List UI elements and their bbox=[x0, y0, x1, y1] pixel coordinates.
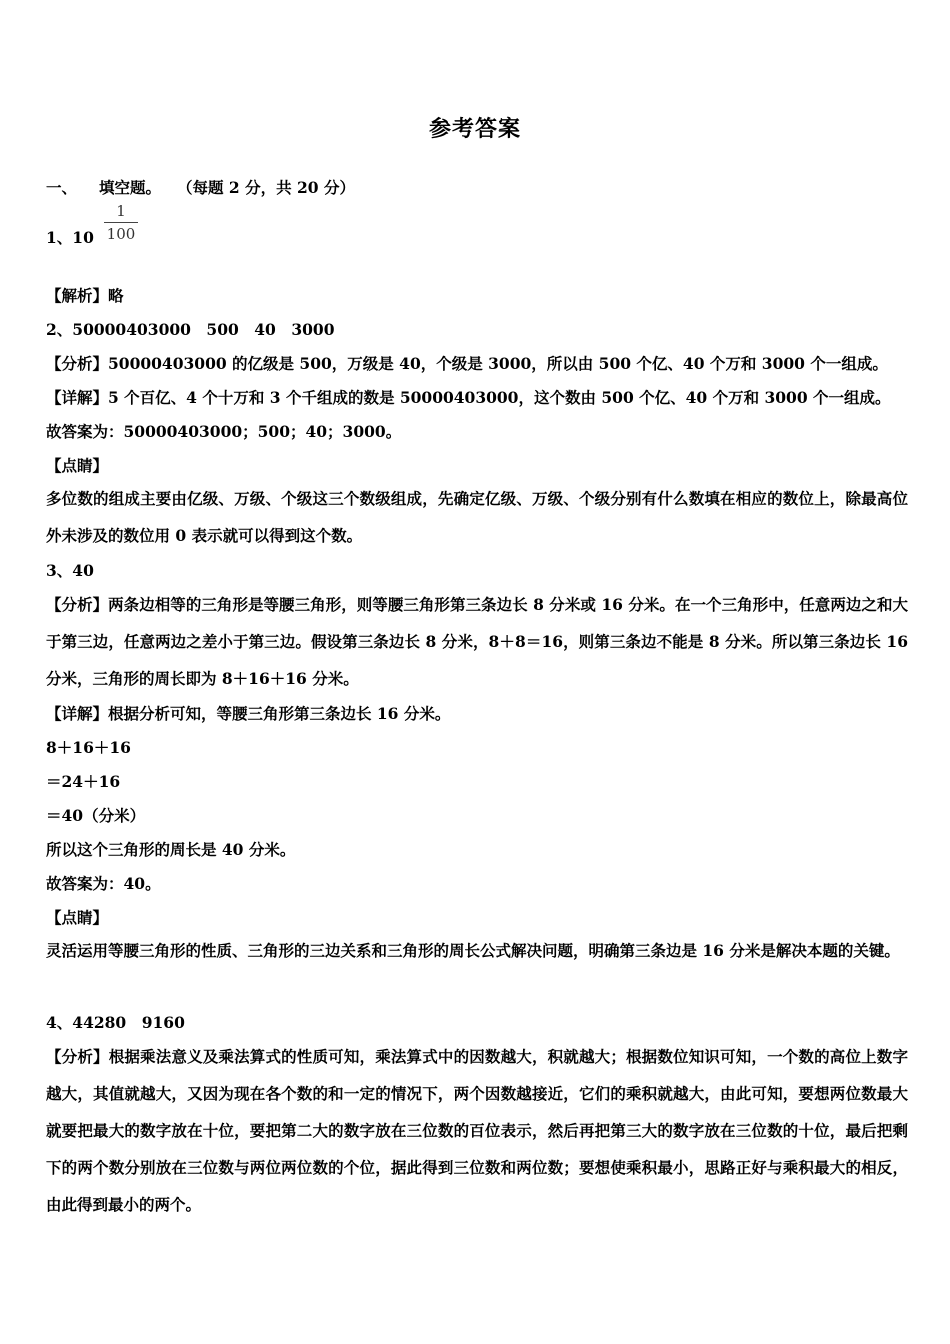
q1-analysis: 【解析】略 bbox=[46, 286, 124, 305]
q2-detail: 【详解】5 个百亿、4 个十万和 3 个千组成的数是 50000403000，这个数由 500 个亿、40 个万和 3000 个一组成。 bbox=[46, 388, 891, 407]
section-note: （每题 2 分，共 20 分） bbox=[177, 178, 355, 197]
q2-analysis: 【分析】50000403000 的亿级是 500，万级是 40，个级是 3000，所以由 500 个亿、40 个万和 3000 个一组成。 bbox=[46, 354, 888, 373]
q3-step-1: 8＋16＋16 bbox=[46, 738, 131, 757]
q4-answer: 4、44280 9160 bbox=[46, 1013, 185, 1032]
q3-detail: 【详解】根据分析可知，等腰三角形第三条边长 16 分米。 bbox=[46, 704, 451, 723]
q3-comment-label: 【点睛】 bbox=[46, 908, 109, 927]
section-label: 一、 bbox=[46, 178, 78, 197]
q4-analysis: 【分析】根据乘法意义及乘法算式的性质可知，乘法算式中的因数越大，积就越大；根据数位知识可知，一个数的高位上数字越大，其值就越大，又因为现在各个数的和一定的情况下，两个因数越接近，它们的乘积就越大，由此可知，要想两位数最大就要把最大的数字放在十位，要把第二大的数字放在三位数的百位表示，然后再把第三大的数字放在三位数的十位，最后把剩下的两个数分别放在三位数与两位两位数的个位，据此得到三位数和两位数；要想使乘积最小，思路正好与乘积最大的相反，由此得到最小的两个。 bbox=[46, 1047, 908, 1214]
q2-conclusion: 故答案为：50000403000；500；40；3000。 bbox=[46, 422, 402, 441]
q3-conclusion: 故答案为：40。 bbox=[46, 874, 161, 893]
q3-comment: 灵活运用等腰三角形的性质、三角形的三边关系和三角形的周长公式解决问题，明确第三条边是 16 分米是解决本题的关键。 bbox=[46, 941, 900, 960]
q3-result: 所以这个三角形的周长是 40 分米。 bbox=[46, 840, 296, 859]
q2-comment-label: 【点睛】 bbox=[46, 456, 109, 475]
section-name: 填空题。 bbox=[99, 178, 162, 197]
q1-answer: 1、10 bbox=[46, 228, 94, 247]
q3-step-2: ＝24＋16 bbox=[46, 772, 121, 791]
q3-analysis: 【分析】两条边相等的三角形是等腰三角形，则等腰三角形第三条边长 8 分米或 16 分米。在一个三角形中，任意两边之和大于第三边，任意两边之差小于第三边。假设第三条边长 8 分米，8＋8＝16，则第三条边不能是 8 分米。所以第三条边长 16 分米，三角形的周长即为 8＋16＋16 分米。 bbox=[46, 595, 908, 688]
fraction-denominator: 100 bbox=[106, 225, 136, 243]
q2-answer: 2、50000403000 500 40 3000 bbox=[46, 320, 335, 339]
fraction-numerator: 1 bbox=[116, 202, 126, 220]
page-title: 参考答案 bbox=[428, 116, 521, 142]
q3-answer: 3、40 bbox=[46, 561, 94, 580]
q2-comment: 多位数的组成主要由亿级、万级、个级这三个数级组成，先确定亿级、万级、个级分别有什么数填在相应的数位上，除最高位外未涉及的数位用 0 表示就可以得到这个数。 bbox=[46, 489, 908, 545]
section-heading bbox=[46, 178, 355, 198]
fraction-bar bbox=[104, 222, 138, 223]
q3-step-3: ＝40（分米） bbox=[46, 806, 146, 825]
q1-fraction bbox=[104, 202, 138, 243]
